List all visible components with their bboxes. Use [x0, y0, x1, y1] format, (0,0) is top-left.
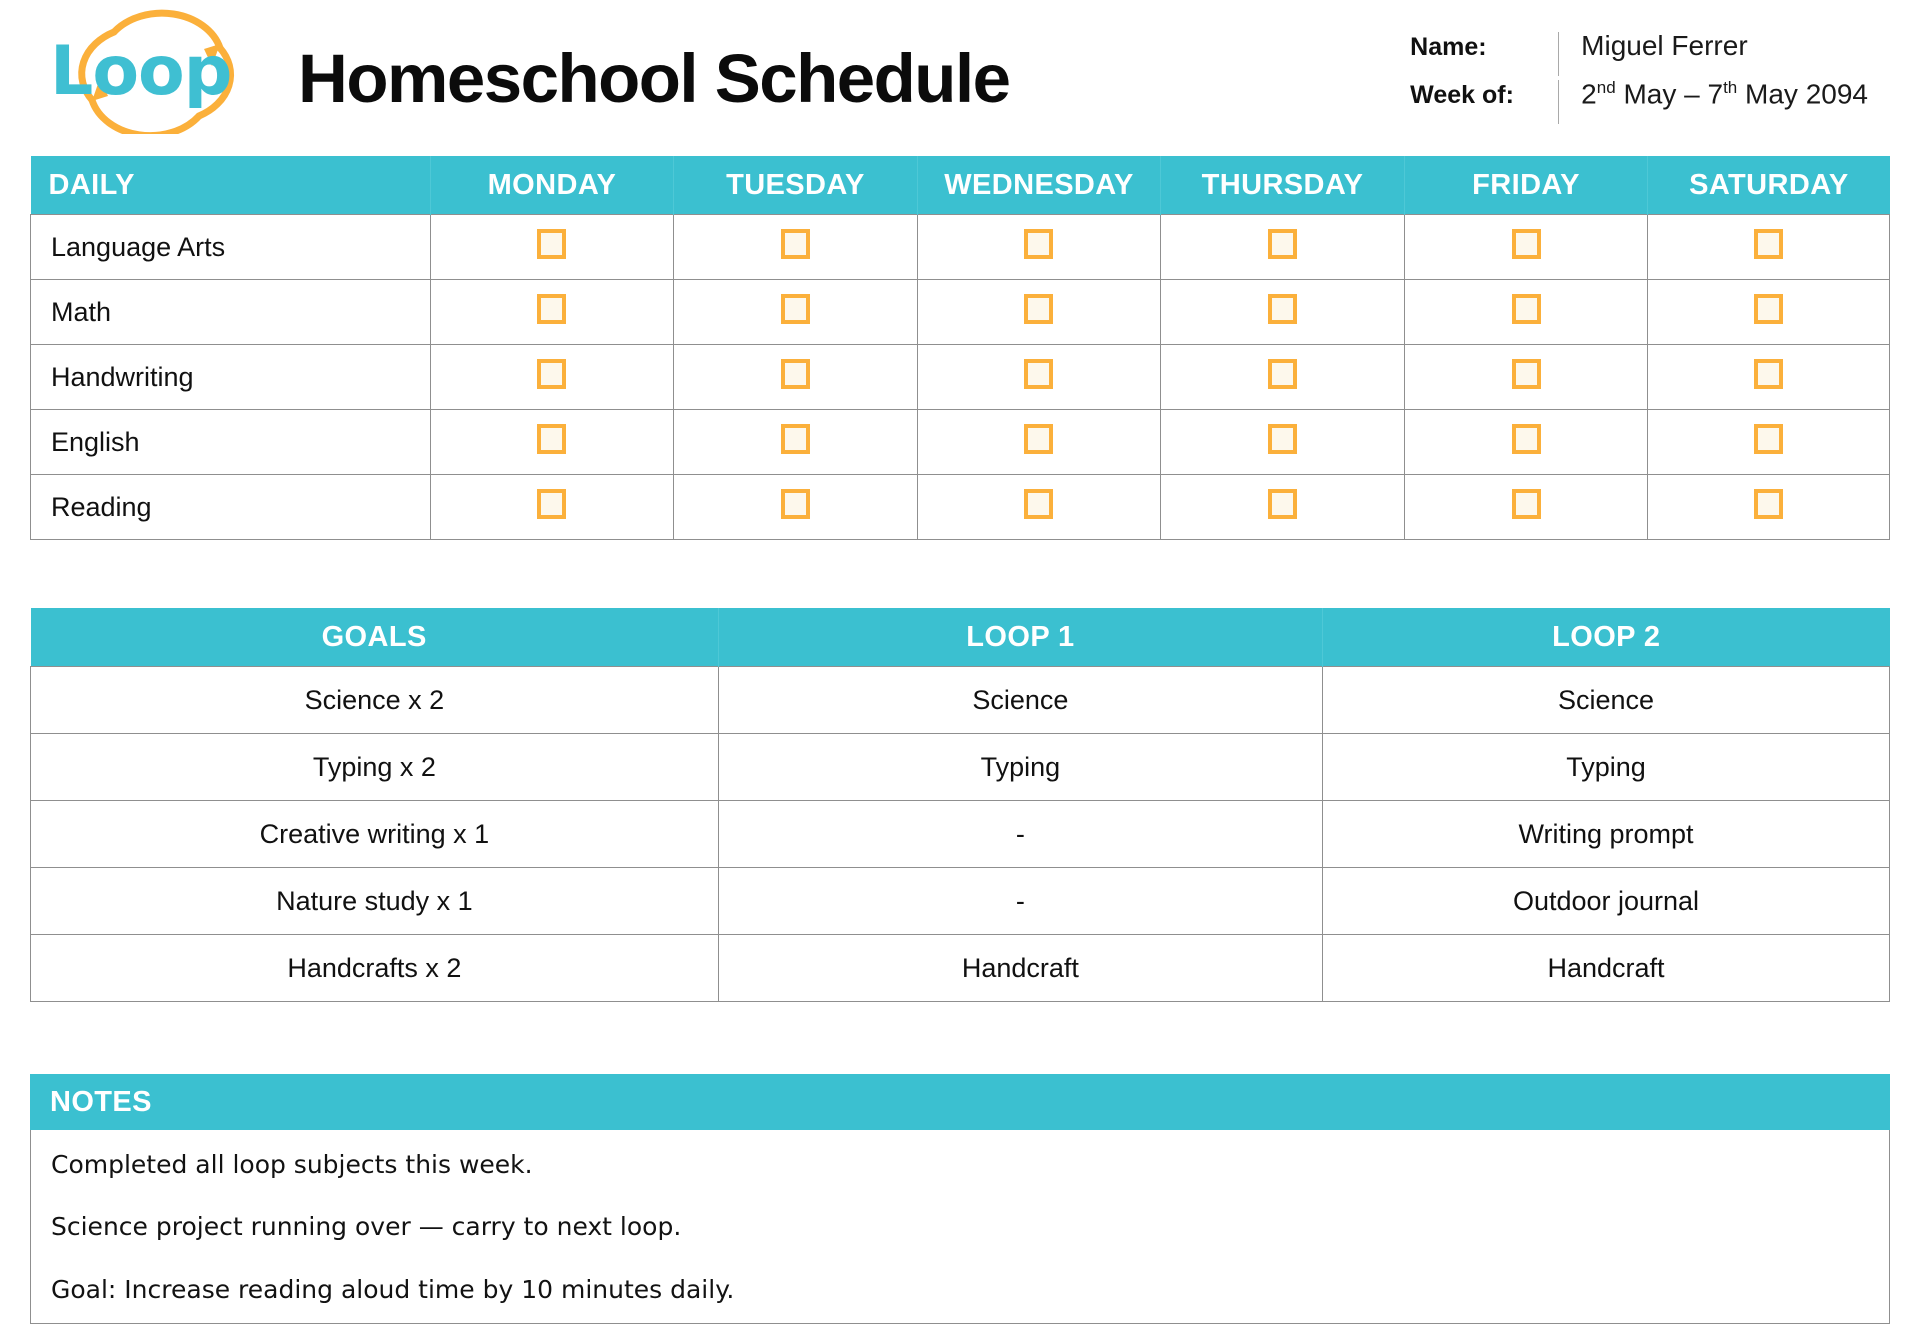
checkbox-unchecked-icon[interactable] — [1754, 229, 1783, 259]
goals-column-header: LOOP 2 — [1323, 608, 1890, 667]
notes-section — [30, 1074, 1890, 1324]
checkbox-unchecked-icon[interactable] — [1512, 489, 1541, 519]
goal-cell[interactable]: Nature study x 1 — [31, 868, 719, 935]
checkbox-cell[interactable] — [1648, 345, 1890, 410]
checkbox-unchecked-icon[interactable] — [1024, 294, 1053, 324]
subject-label: Reading — [31, 475, 431, 540]
checkbox-cell[interactable] — [430, 410, 674, 475]
goal-cell[interactable]: Typing x 2 — [31, 734, 719, 801]
brand-block — [30, 8, 1010, 134]
checkbox-unchecked-icon[interactable] — [1754, 489, 1783, 519]
checkbox-cell[interactable] — [674, 215, 918, 280]
table-row — [31, 935, 1890, 1002]
header-meta — [1410, 30, 1890, 126]
checkbox-cell[interactable] — [1404, 345, 1648, 410]
week-value[interactable]: 2nd May – 7th May 2094 — [1581, 78, 1868, 110]
checkbox-unchecked-icon[interactable] — [1024, 359, 1053, 389]
checkbox-cell[interactable] — [1648, 280, 1890, 345]
checkbox-unchecked-icon[interactable] — [1512, 359, 1541, 389]
checkbox-unchecked-icon[interactable] — [781, 359, 810, 389]
loop2-cell[interactable]: Writing prompt — [1323, 801, 1890, 868]
note-line: Goal: Increase reading aloud time by 10 minutes daily. — [51, 1274, 735, 1304]
page-title: Homeschool Schedule — [298, 39, 1010, 117]
checkbox-cell[interactable] — [917, 280, 1161, 345]
notes-heading: NOTES — [30, 1074, 1890, 1130]
checkbox-cell[interactable] — [1404, 475, 1648, 540]
daily-schedule-table — [30, 156, 1890, 540]
table-row — [31, 801, 1890, 868]
checkbox-unchecked-icon[interactable] — [1268, 229, 1297, 259]
checkbox-cell[interactable] — [1161, 410, 1405, 475]
checkbox-cell[interactable] — [674, 475, 918, 540]
checkbox-cell[interactable] — [1648, 410, 1890, 475]
name-value[interactable]: Miguel Ferrer — [1581, 30, 1748, 61]
loop1-cell[interactable]: Handcraft — [718, 935, 1322, 1002]
checkbox-unchecked-icon[interactable] — [537, 489, 566, 519]
daily-header-row — [31, 156, 1890, 215]
checkbox-unchecked-icon[interactable] — [1024, 229, 1053, 259]
checkbox-cell[interactable] — [674, 410, 918, 475]
logo-wordmark: Loop — [50, 32, 232, 111]
goals-loop-table — [30, 608, 1890, 1002]
loop1-cell[interactable]: Typing — [718, 734, 1322, 801]
checkbox-cell[interactable] — [1161, 215, 1405, 280]
goals-column-header: GOALS — [31, 608, 719, 667]
meta-divider — [1558, 80, 1559, 124]
day-column-header-thursday: THURSDAY — [1161, 156, 1405, 215]
table-row — [31, 280, 1890, 345]
checkbox-unchecked-icon[interactable] — [781, 424, 810, 454]
checkbox-cell[interactable] — [430, 280, 674, 345]
goals-header-row — [31, 608, 1890, 667]
goal-cell[interactable]: Creative writing x 1 — [31, 801, 719, 868]
day-column-header-wednesday: WEDNESDAY — [917, 156, 1161, 215]
checkbox-unchecked-icon[interactable] — [1754, 424, 1783, 454]
loop2-cell[interactable]: Typing — [1323, 734, 1890, 801]
goal-cell[interactable]: Handcrafts x 2 — [31, 935, 719, 1002]
table-row — [31, 475, 1890, 540]
checkbox-unchecked-icon[interactable] — [537, 424, 566, 454]
table-row — [31, 667, 1890, 734]
table-row — [31, 734, 1890, 801]
checkbox-cell[interactable] — [674, 345, 918, 410]
checkbox-cell[interactable] — [917, 410, 1161, 475]
daily-column-header: DAILY — [31, 156, 431, 215]
note-line: Completed all loop subjects this week. — [51, 1150, 533, 1179]
meta-divider — [1558, 32, 1559, 76]
checkbox-cell[interactable] — [917, 215, 1161, 280]
goals-column-header: LOOP 1 — [718, 608, 1322, 667]
checkbox-unchecked-icon[interactable] — [1754, 359, 1783, 389]
checkbox-unchecked-icon[interactable] — [1268, 489, 1297, 519]
loop2-cell[interactable]: Outdoor journal — [1323, 868, 1890, 935]
checkbox-unchecked-icon[interactable] — [1512, 424, 1541, 454]
table-row — [31, 868, 1890, 935]
loop-logo — [44, 8, 272, 134]
checkbox-unchecked-icon[interactable] — [1024, 489, 1053, 519]
loop2-cell[interactable]: Handcraft — [1323, 935, 1890, 1002]
checkbox-unchecked-icon[interactable] — [781, 229, 810, 259]
loop1-cell[interactable]: - — [718, 868, 1322, 935]
checkbox-cell[interactable] — [1648, 215, 1890, 280]
checkbox-cell[interactable] — [1404, 280, 1648, 345]
name-row — [1410, 30, 1868, 78]
checkbox-unchecked-icon[interactable] — [781, 489, 810, 519]
checkbox-unchecked-icon[interactable] — [1024, 424, 1053, 454]
table-row — [31, 410, 1890, 475]
checkbox-unchecked-icon[interactable] — [1268, 359, 1297, 389]
checkbox-cell[interactable] — [1161, 475, 1405, 540]
page-header — [30, 0, 1890, 150]
checkbox-unchecked-icon[interactable] — [781, 294, 810, 324]
checkbox-cell[interactable] — [674, 280, 918, 345]
loop2-cell[interactable]: Science — [1323, 667, 1890, 734]
day-column-header-saturday: SATURDAY — [1648, 156, 1890, 215]
subject-label: English — [31, 410, 431, 475]
table-row — [31, 215, 1890, 280]
checkbox-cell[interactable] — [430, 475, 674, 540]
table-row — [31, 345, 1890, 410]
checkbox-unchecked-icon[interactable] — [537, 229, 566, 259]
checkbox-cell[interactable] — [917, 345, 1161, 410]
checkbox-cell[interactable] — [430, 215, 674, 280]
checkbox-unchecked-icon[interactable] — [537, 294, 566, 324]
checkbox-unchecked-icon[interactable] — [537, 359, 566, 389]
checkbox-unchecked-icon[interactable] — [1512, 229, 1541, 259]
week-label: Week of: — [1410, 81, 1514, 110]
checkbox-cell[interactable] — [1404, 410, 1648, 475]
subject-label: Language Arts — [31, 215, 431, 280]
checkbox-unchecked-icon[interactable] — [1512, 294, 1541, 324]
week-row — [1410, 78, 1868, 126]
checkbox-cell[interactable] — [1161, 280, 1405, 345]
subject-label: Math — [31, 280, 431, 345]
loop1-cell[interactable]: - — [718, 801, 1322, 868]
goal-cell[interactable]: Science x 2 — [31, 667, 719, 734]
checkbox-unchecked-icon[interactable] — [1268, 294, 1297, 324]
checkbox-cell[interactable] — [917, 475, 1161, 540]
day-column-header-tuesday: TUESDAY — [674, 156, 918, 215]
note-line: Science project running over — carry to next loop. — [51, 1212, 682, 1242]
checkbox-cell[interactable] — [1161, 345, 1405, 410]
checkbox-unchecked-icon[interactable] — [1754, 294, 1783, 324]
checkbox-cell[interactable] — [430, 345, 674, 410]
checkbox-cell[interactable] — [1648, 475, 1890, 540]
loop1-cell[interactable]: Science — [718, 667, 1322, 734]
notes-body[interactable] — [30, 1130, 1890, 1324]
checkbox-cell[interactable] — [1404, 215, 1648, 280]
checkbox-unchecked-icon[interactable] — [1268, 424, 1297, 454]
name-label: Name: — [1410, 33, 1487, 61]
day-column-header-friday: FRIDAY — [1404, 156, 1648, 215]
day-column-header-monday: MONDAY — [430, 156, 674, 215]
subject-label: Handwriting — [31, 345, 431, 410]
